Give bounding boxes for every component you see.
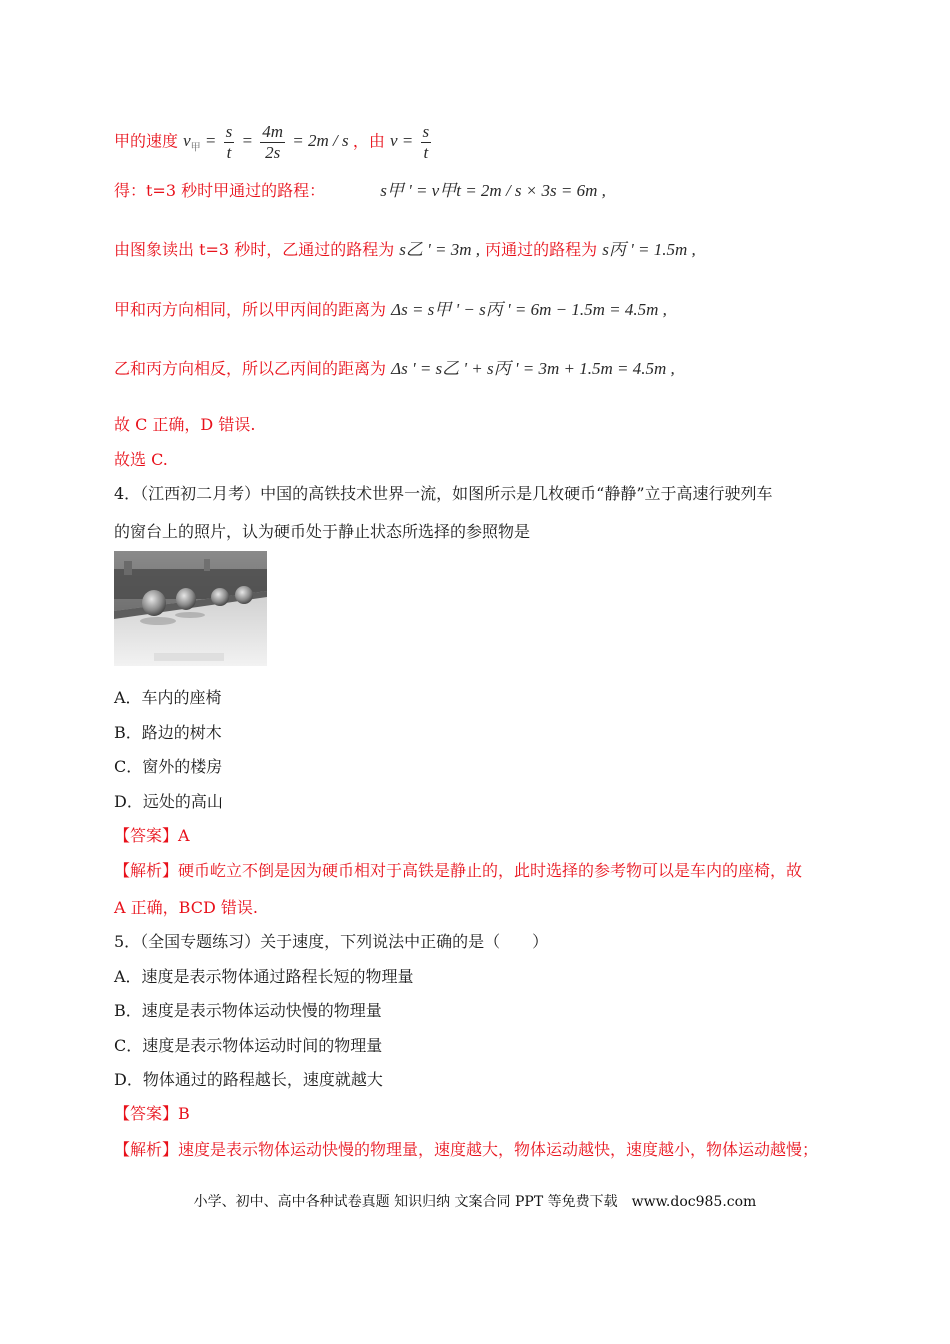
q4-option-c: C．窗外的楼房 [114,757,223,776]
q5-option-c: C．速度是表示物体运动时间的物理量 [114,1036,383,1055]
q5-option-b: B．速度是表示物体运动快慢的物理量 [114,1001,382,1020]
q5-option-a: A．速度是表示物体通过路程长短的物理量 [114,967,414,986]
opposite-direction-formula: Δs ' = s乙 ' + s丙 ' = 3m + 1.5m = 4.5m , [391,359,675,378]
q4-answer: 【答案】A [114,826,190,845]
q4-option-a: A．车内的座椅 [114,688,222,707]
coins-on-train-windowsill-photo [114,551,267,666]
q5-stem: 5．（全国专题练习）关于速度，下列说法中正确的是（ ） [114,932,549,951]
q5-option-d: D．物体通过的路程越长，速度就越大 [114,1070,383,1089]
velocity-definition: v = $\frac{s}{t}$ [389,122,430,162]
distance-yi-formula: s乙 ' = 3m , [399,240,481,259]
speed-text: 甲的速度 [114,131,179,151]
page-footer: 小学、初中、高中各种试卷真题 知识归纳 文案合同 PPT 等免费下载 www.doc985.com [193,1194,757,1210]
same-direction-text: 甲和丙方向相同，所以甲丙间的距离为 [114,300,387,319]
solution-line-same-direction [114,300,667,320]
q4-analysis-line-1: 【解析】硬币屹立不倒是因为硬币相对于高铁是静止的，此时选择的参考物可以是车内的座椅，故 [114,861,803,880]
fraction-s-over-t-2: $\frac{s}{t}$ [422,122,430,162]
graph-reading-text-a: 由图象读出 t=3 秒时，乙通过的路程为 [114,240,395,259]
solution-line-distance-jia [114,181,606,201]
q4-option-b: B．路边的树木 [114,723,222,742]
same-direction-formula: Δs = s甲 ' − s丙 ' = 6m − 1.5m = 4.5m , [391,300,667,319]
q5-analysis: 【解析】速度是表示物体运动快慢的物理量，速度越大，物体运动越快，速度越小，物体运动越慢； [114,1140,819,1159]
q4-stem-line-1: 4．（江西初二月考）中国的高铁技术世界一流，如图所示是几枚硬币“静静”立于高速行驶列车 [114,484,773,503]
speed-mid-text: ，由 [352,131,385,151]
q4-option-d: D．远处的高山 [114,792,223,811]
solution-choice: 故选 C. [114,450,168,469]
q5-answer: 【答案】B [114,1104,190,1123]
q4-analysis-line-2: A 正确，BCD 错误. [114,898,258,917]
solution-line-graph-reading [114,240,696,260]
graph-reading-text-b: 丙通过的路程为 [485,240,598,259]
opposite-direction-text: 乙和丙方向相反，所以乙丙间的距离为 [114,359,387,378]
distance-jia-formula: s甲 ' = v甲t = 2m / s × 3s = 6m , [380,181,606,200]
distance-bing-formula: s丙 ' = 1.5m , [602,240,696,259]
speed-formula: $v_甲$ = $\frac{s}{t}$ = $\frac{4m}{2s}$ = 2m / s [183,122,349,162]
fraction-s-over-t: $\frac{s}{t}$ [225,122,233,162]
solution-line-speed [114,122,434,163]
solution-line-opposite-direction [114,359,675,379]
distance-jia-text: 得：t=3 秒时甲通过的路程： [114,181,326,200]
solution-conclusion: 故 C 正确，D 错误. [114,415,256,434]
fraction-4m-over-2s: $\frac{4m}{2s}$ [262,122,284,162]
q4-stem-line-2: 的窗台上的照片，认为硬币处于静止状态所选择的参照物是 [114,522,531,541]
